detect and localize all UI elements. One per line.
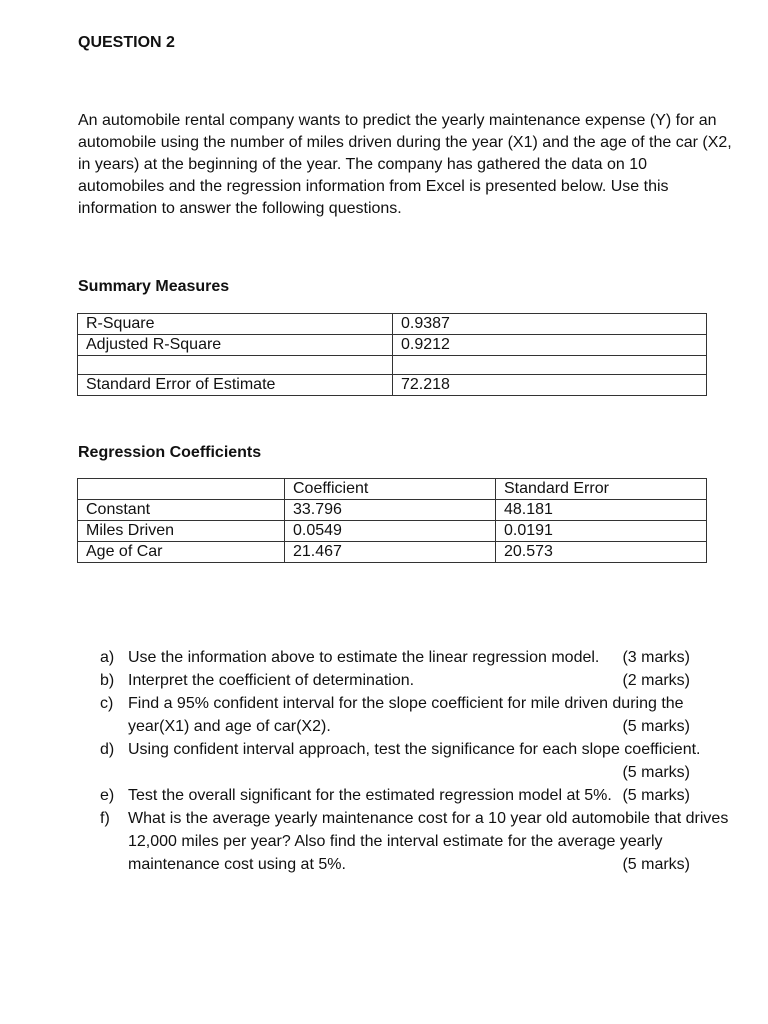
item-line [128, 715, 720, 738]
table-row [78, 335, 707, 356]
item-letter: f) [100, 810, 110, 827]
intro-line: An automobile rental company wants to predict the yearly maintenance expense (Y) for an [78, 112, 717, 129]
item-text: Test the overall significant for the estimated regression model at 5%. [128, 787, 612, 804]
list-item [100, 692, 720, 738]
list-item [100, 646, 720, 669]
marks-label: (5 marks) [622, 856, 690, 873]
intro-line: information to answer the following questions. [78, 200, 402, 217]
label-cell: Constant [78, 500, 285, 521]
item-line [128, 692, 720, 715]
label-cell: Age of Car [78, 542, 285, 563]
intro-line: automobiles and the regression information from Excel is presented below. Use this [78, 178, 669, 195]
marks-label: (5 marks) [622, 718, 690, 735]
summary-value-cell: 0.9387 [393, 314, 707, 335]
item-letter: a) [100, 649, 115, 666]
header-cell: Coefficient [285, 479, 496, 500]
item-line [128, 738, 720, 761]
summary-measures-table [77, 313, 707, 396]
item-text: Find a 95% confident interval for the slope coefficient for mile driven during the [128, 695, 684, 712]
item-letter: d) [100, 741, 115, 758]
standard-error-cell: 0.0191 [496, 521, 707, 542]
summary-value-cell [393, 356, 707, 375]
summary-label-cell: Adjusted R-Square [78, 335, 393, 356]
item-line [128, 761, 720, 784]
summary-label-cell [78, 356, 393, 375]
intro-paragraph [78, 110, 732, 220]
summary-label-cell: R-Square [78, 314, 393, 335]
item-text: maintenance cost using at 5%. [128, 856, 346, 873]
table-row [78, 521, 707, 542]
question-title: QUESTION 2 [78, 34, 175, 51]
item-line [128, 646, 720, 669]
table-header-row [78, 479, 707, 500]
item-line [128, 669, 720, 692]
label-cell: Miles Driven [78, 521, 285, 542]
item-line [128, 853, 720, 876]
item-line [128, 784, 720, 807]
marks-label: (3 marks) [622, 649, 690, 666]
item-text: Using confident interval approach, test the significance for each slope coefficient. [128, 741, 701, 758]
item-line [128, 830, 720, 853]
table-row [78, 375, 707, 396]
standard-error-cell: 20.573 [496, 542, 707, 563]
list-item [100, 669, 720, 692]
table-row [78, 356, 707, 375]
intro-line: in years) at the beginning of the year. The company has gathered the data on 10 [78, 156, 647, 173]
item-letter: e) [100, 787, 115, 804]
header-cell: Standard Error [496, 479, 707, 500]
question-list [100, 646, 729, 876]
regression-coefficients-table [77, 478, 707, 563]
item-text: Use the information above to estimate the linear regression model. [128, 649, 600, 666]
summary-heading: Summary Measures [78, 278, 230, 295]
item-text: 12,000 miles per year? Also find the interval estimate for the average yearly [128, 833, 663, 850]
table-row [78, 314, 707, 335]
item-letter: b) [100, 672, 115, 689]
item-line [128, 807, 729, 830]
list-item [100, 784, 720, 807]
coefficient-cell: 21.467 [285, 542, 496, 563]
item-letter: c) [100, 695, 114, 712]
header-cell [78, 479, 285, 500]
item-text: year(X1) and age of car(X2). [128, 718, 331, 735]
intro-line: automobile using the number of miles driven during the year (X1) and the age of the car (X2, [78, 134, 732, 151]
marks-label: (2 marks) [622, 672, 690, 689]
summary-value-cell: 0.9212 [393, 335, 707, 356]
summary-label-cell: Standard Error of Estimate [78, 375, 393, 396]
marks-label: (5 marks) [622, 787, 690, 804]
standard-error-cell: 48.181 [496, 500, 707, 521]
list-item [100, 738, 720, 784]
coefficient-cell: 0.0549 [285, 521, 496, 542]
coefficient-cell: 33.796 [285, 500, 496, 521]
table-row [78, 542, 707, 563]
marks-label: (5 marks) [622, 764, 690, 781]
coefficients-heading: Regression Coefficients [78, 444, 262, 461]
list-item [100, 807, 729, 876]
summary-value-cell: 72.218 [393, 375, 707, 396]
item-text: What is the average yearly maintenance cost for a 10 year old automobile that drives [128, 810, 729, 827]
table-row [78, 500, 707, 521]
item-text: Interpret the coefficient of determination. [128, 672, 415, 689]
